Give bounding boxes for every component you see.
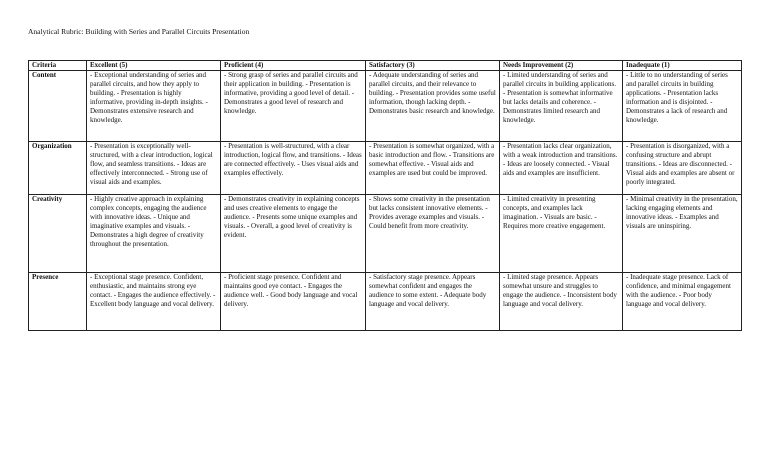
table-row-presence — [29, 273, 742, 331]
table-row-organization — [29, 142, 742, 195]
table-cell: - Presentation is disorganized, with a confusing structure and abrupt transitions. - Ideas are disconnected. - Visual aids and examples are absent or poorly integrated. — [623, 142, 742, 195]
table-cell: - Minimal creativity in the presentation, lacking engaging elements and innovative ideas. - Examples and visuals are uninspiring. — [623, 195, 742, 273]
criterion-cell: Content — [29, 71, 87, 142]
table-row-content — [29, 71, 742, 142]
header-excellent: Excellent (5) — [87, 61, 221, 71]
table-cell: - Highly creative approach in explaining complex concepts, engaging the audience with innovative ideas. - Unique and imaginative examples and visuals. - Demonstrates a high degree of creativity throughout the presentation. — [87, 195, 221, 273]
table-cell: - Adequate understanding of series and parallel circuits, and their relevance to building. - Presentation provides some useful information, though lacking depth. - Demonstrates basic research and knowledge. — [366, 71, 500, 142]
criterion-cell: Creativity — [29, 195, 87, 273]
table-cell: - Strong grasp of series and parallel circuits and their application in building. - Presentation is informative, providing a good level of detail. - Demonstrates a good level of research and knowledge. — [221, 71, 366, 142]
table-cell: - Shows some creativity in the presentation but lacks consistent innovative elements. - Provides average examples and visuals. - Could benefit from more creativity. — [366, 195, 500, 273]
table-cell: - Limited understanding of series and parallel circuits in building applications. - Presentation is somewhat informative but lacks details and coherence. - Demonstrates limited research and knowledge. — [500, 71, 623, 142]
table-cell: - Limited stage presence. Appears somewhat unsure and struggles to engage the audience. - Inconsistent body language and vocal delivery. — [500, 273, 623, 331]
table-cell: - Exceptional understanding of series and parallel circuits, and how they apply to building. - Presentation is highly informative, providing in-depth insights. - Demonstrates extensive research and knowledge. — [87, 71, 221, 142]
rubric-table — [28, 60, 742, 331]
table-row-creativity — [29, 195, 742, 273]
criterion-cell: Presence — [29, 273, 87, 331]
table-cell: - Presentation is exceptionally well-structured, with a clear introduction, logical flow, and seamless transitions. - Ideas are effectively interconnected. - Strong use of visual aids and examples. — [87, 142, 221, 195]
table-cell: - Proficient stage presence. Confident and maintains good eye contact. - Engages the audience well. - Good body language and vocal delivery. — [221, 273, 366, 331]
header-criteria: Criteria — [29, 61, 87, 71]
table-cell: - Demonstrates creativity in explaining concepts and uses creative elements to engage the audience. - Presents some unique examples and visuals. - Overall, a good level of creativity is evident. — [221, 195, 366, 273]
header-needs-improvement: Needs Improvement (2) — [500, 61, 623, 71]
table-cell: - Presentation lacks clear organization, with a weak introduction and transitions. - Ideas are loosely connected. - Visual aids and examples are insufficient. — [500, 142, 623, 195]
table-cell: - Presentation is somewhat organized, with a basic introduction and flow. - Transitions are somewhat effective. - Visual aids and examples are used but could be improved. — [366, 142, 500, 195]
table-cell: - Presentation is well-structured, with a clear introduction, logical flow, and transitions. - Ideas are connected effectively. - Uses visual aids and examples effectively. — [221, 142, 366, 195]
document-title: Analytical Rubric: Building with Series and Parallel Circuits Presentation — [28, 27, 250, 36]
header-row — [29, 61, 742, 71]
table-cell: - Little to no understanding of series and parallel circuits in building applications. - Presentation lacks information and is disjointed. - Demonstrates a lack of research and knowledge. — [623, 71, 742, 142]
criterion-cell: Organization — [29, 142, 87, 195]
table-cell: - Satisfactory stage presence. Appears somewhat confident and engages the audience to some extent. - Adequate body language and vocal delivery. — [366, 273, 500, 331]
table-cell: - Exceptional stage presence. Confident, enthusiastic, and maintains strong eye contact. - Engages the audience effectively. - Excellent body language and vocal delivery. — [87, 273, 221, 331]
header-inadequate: Inadequate (1) — [623, 61, 742, 71]
table-cell: - Limited creativity in presenting concepts, and examples lack imagination. - Visuals are basic. - Requires more creative engagement. — [500, 195, 623, 273]
table-cell: - Inadequate stage presence. Lack of confidence, and minimal engagement with the audience. - Poor body language and vocal delivery. — [623, 273, 742, 331]
header-proficient: Proficient (4) — [221, 61, 366, 71]
header-satisfactory: Satisfactory (3) — [366, 61, 500, 71]
